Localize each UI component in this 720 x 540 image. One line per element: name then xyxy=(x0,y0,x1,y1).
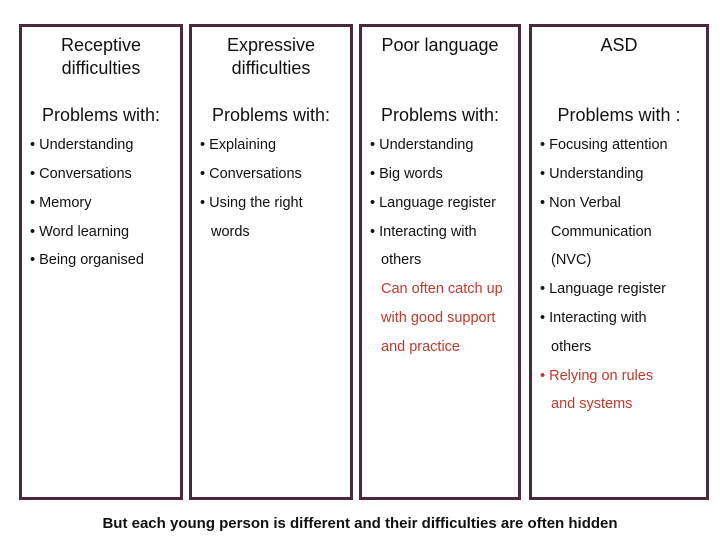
list-item-note: • Relying on rules xyxy=(540,368,654,384)
list-item: others xyxy=(381,252,422,268)
column-expressive-difficulties xyxy=(189,24,353,500)
list-item: • Language register xyxy=(540,281,666,297)
column-subtitle: Problems with: xyxy=(380,105,500,125)
column-title-line: difficulties xyxy=(231,58,311,78)
column-poor-language xyxy=(359,24,521,500)
list-item: • Memory xyxy=(30,195,92,211)
list-item: • Understanding xyxy=(30,137,134,153)
list-item: • Focusing attention xyxy=(540,137,668,153)
list-item: • Non Verbal xyxy=(540,195,621,211)
column-receptive-difficulties xyxy=(19,24,183,500)
column-title-line: Expressive xyxy=(226,35,316,55)
list-item: (NVC) xyxy=(551,252,592,268)
list-item: • Explaining xyxy=(200,137,277,153)
list-item: • Interacting with xyxy=(540,310,647,326)
column-title-line: Receptive xyxy=(60,35,142,55)
list-item-note: with good support xyxy=(381,310,496,326)
list-item: • Being organised xyxy=(30,252,144,268)
list-item-note: and systems xyxy=(551,396,633,412)
list-item: Communication xyxy=(551,224,652,240)
list-item: • Understanding xyxy=(370,137,474,153)
list-item: others xyxy=(551,339,592,355)
column-subtitle: Problems with : xyxy=(557,105,681,125)
list-item: • Conversations xyxy=(200,166,302,182)
column-title-line: ASD xyxy=(600,35,638,55)
column-subtitle: Problems with: xyxy=(211,105,331,125)
column-title xyxy=(22,34,180,80)
list-item: • Language register xyxy=(370,195,496,211)
list-item: • Big words xyxy=(370,166,443,182)
column-subtitle: Problems with: xyxy=(41,105,161,125)
list-item: • Interacting with xyxy=(370,224,477,240)
list-item: • Word learning xyxy=(30,224,130,240)
column-title-line: difficulties xyxy=(61,58,141,78)
footer-note: But each young person is different and their difficulties are often hidden xyxy=(102,515,618,532)
list-item: words xyxy=(211,224,250,240)
column-title xyxy=(192,34,350,80)
column-asd xyxy=(529,24,709,500)
list-item: • Understanding xyxy=(540,166,644,182)
column-title xyxy=(532,34,706,57)
list-item: • Conversations xyxy=(30,166,132,182)
list-item-note: Can often catch up xyxy=(381,281,503,297)
column-title-line: Poor language xyxy=(381,35,499,55)
list-item-note: and practice xyxy=(381,339,460,355)
list-item: • Using the right xyxy=(200,195,303,211)
column-title xyxy=(362,34,518,57)
